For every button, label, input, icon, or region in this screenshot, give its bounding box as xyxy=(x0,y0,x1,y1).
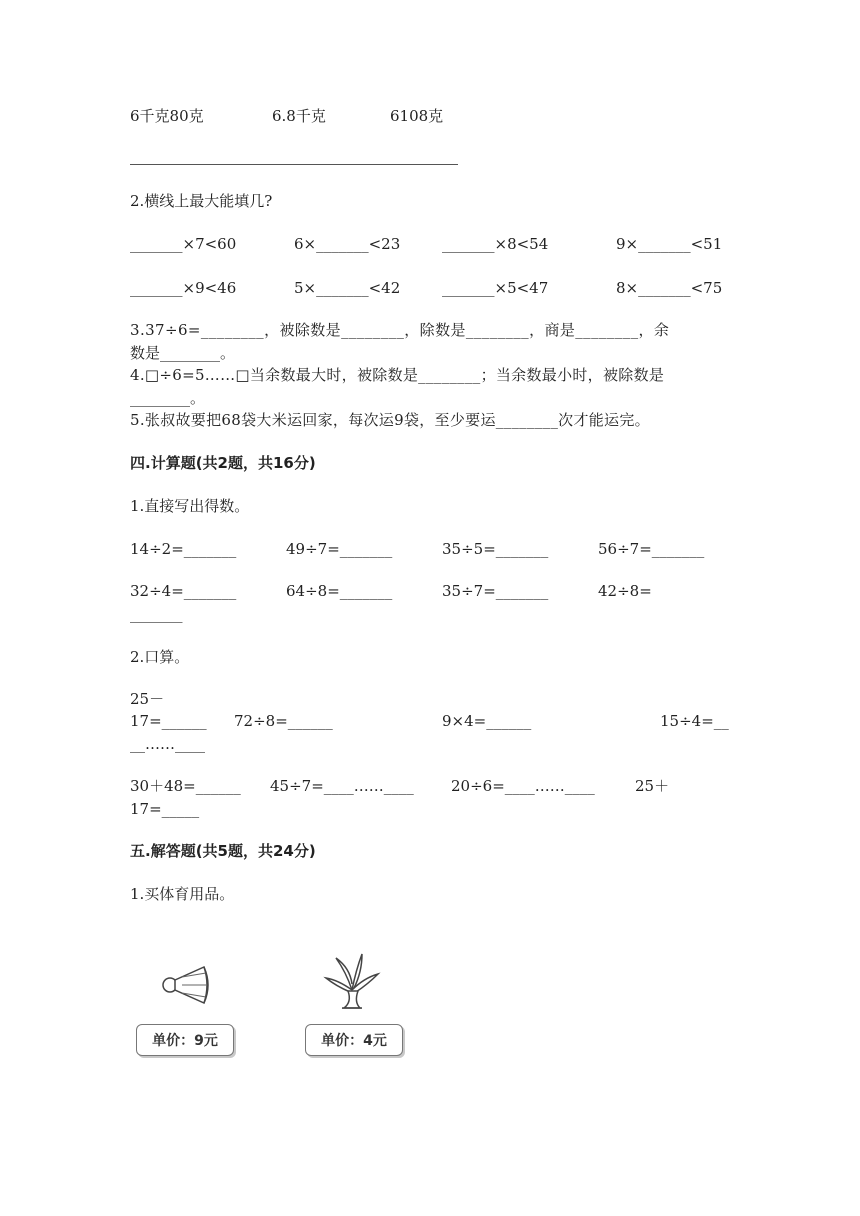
calc-item: 56÷7=_______ xyxy=(598,540,705,558)
oral-item: 25－ xyxy=(130,690,165,708)
fill-item: 6×_______<23 xyxy=(294,235,401,253)
question-line: ________。 xyxy=(130,389,206,407)
oral-item: 20÷6=____……____ xyxy=(451,777,595,795)
question-line: 5.张叔故要把68袋大米运回家，每次运9袋，至少要运________次才能运完。 xyxy=(130,411,650,429)
calc-item: 35÷7=_______ xyxy=(442,582,549,600)
question-title: 2.口算。 xyxy=(130,648,190,666)
fill-item: _______×8<54 xyxy=(442,235,549,253)
calc-item: 49÷7=_______ xyxy=(286,540,393,558)
compare-item-a: 6千克80克 xyxy=(130,107,204,125)
question-line: 4.□÷6=5……□当余数最大时，被除数是________；当余数最小时，被除数是 xyxy=(130,366,665,384)
question-title: 1.买体育用品。 xyxy=(130,885,235,903)
question-line: 数是________。 xyxy=(130,344,236,362)
calc-item: 64÷8=_______ xyxy=(286,582,393,600)
fill-item: _______×9<46 xyxy=(130,279,237,297)
shuttlecock-feather-icon xyxy=(322,950,382,1012)
oral-item: 9×4=______ xyxy=(442,712,532,730)
price-card xyxy=(305,1024,403,1056)
oral-item-wrap: 17=_____ xyxy=(130,800,200,818)
calc-item: 35÷5=_______ xyxy=(442,540,549,558)
oral-item: 30＋48=______ xyxy=(130,777,241,795)
compare-item-b: 6.8千克 xyxy=(272,107,326,125)
section-title: 五.解答题(共5题，共24分) xyxy=(130,842,316,860)
price-card xyxy=(136,1024,234,1056)
price-label: 单价：9元 xyxy=(152,1033,218,1049)
calc-item-wrap: _______ xyxy=(130,605,183,623)
calc-item: 14÷2=_______ xyxy=(130,540,237,558)
oral-item: 45÷7=____……____ xyxy=(270,777,414,795)
calc-item: 42÷8= xyxy=(598,582,652,600)
question-title: 1.直接写出得数。 xyxy=(130,497,250,515)
price-label: 单价：4元 xyxy=(321,1033,387,1049)
fill-item: _______×7<60 xyxy=(130,235,237,253)
compare-item-c: 6108克 xyxy=(390,107,444,125)
calc-item: 32÷4=_______ xyxy=(130,582,237,600)
fill-item: 5×_______<42 xyxy=(294,279,401,297)
oral-item: 25＋ xyxy=(635,777,670,795)
question-line: 3.37÷6=________，被除数是________，除数是________，商是________，余 xyxy=(130,321,670,339)
fill-item: 8×_______<75 xyxy=(616,279,723,297)
answer-line[interactable] xyxy=(130,164,458,165)
fill-item: _______×5<47 xyxy=(442,279,549,297)
oral-item: 72÷8=______ xyxy=(234,712,333,730)
oral-item: 15÷4=__ xyxy=(660,712,729,730)
oral-item: 17=______ xyxy=(130,712,207,730)
section-title: 四.计算题(共2题，共16分) xyxy=(130,454,316,472)
shuttlecock-icon xyxy=(158,963,214,1009)
fill-item: 9×_______<51 xyxy=(616,235,723,253)
oral-item: __……____ xyxy=(130,735,205,753)
question-title: 2.横线上最大能填几? xyxy=(130,192,273,210)
